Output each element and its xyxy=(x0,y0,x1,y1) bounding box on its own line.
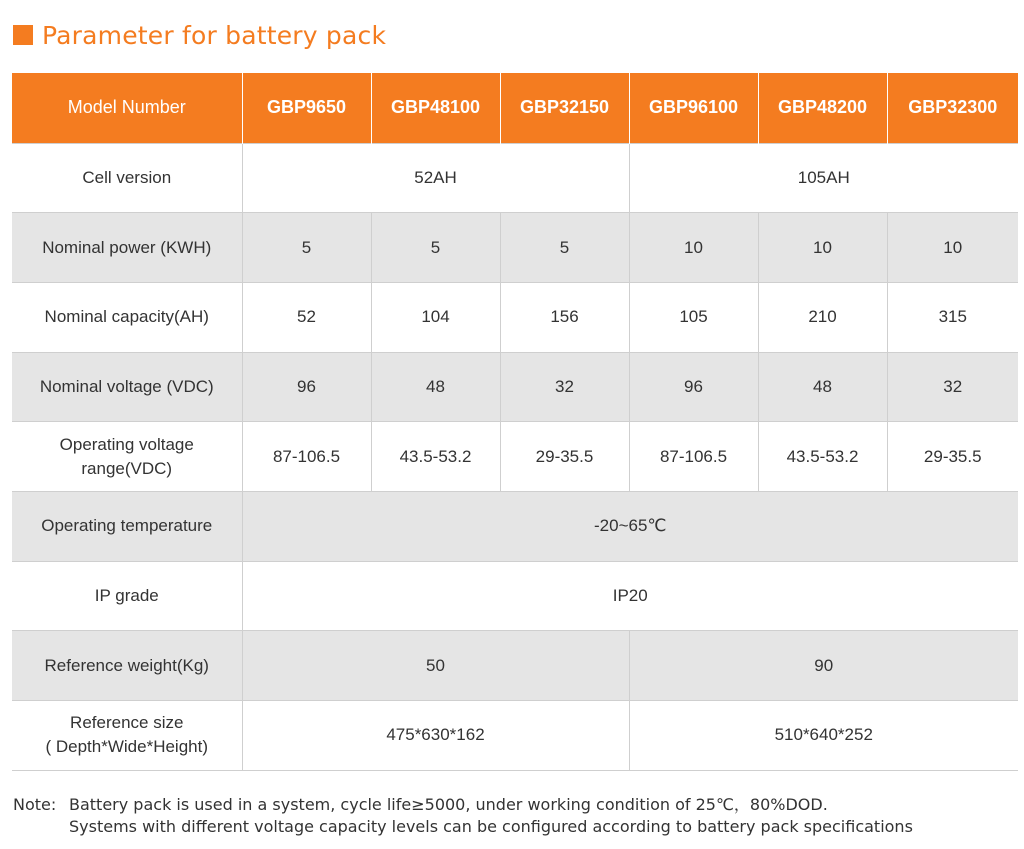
table-row-operating-voltage xyxy=(12,422,1018,492)
table-row-nominal-voltage xyxy=(12,352,1018,422)
header-model-number: Model Number xyxy=(12,73,242,143)
table-row-cell-version xyxy=(12,143,1018,213)
parameter-table xyxy=(12,73,1018,771)
cell-value: 87-106.5 xyxy=(629,422,758,492)
row-label-line1: Operating voltage xyxy=(59,434,194,454)
cell-value: 96 xyxy=(242,352,371,422)
header-model-5: GBP48200 xyxy=(758,73,887,143)
cell-value: 90 xyxy=(629,631,1018,701)
note-line-2 xyxy=(13,816,913,838)
row-label: Nominal capacity(AH) xyxy=(12,282,242,352)
cell-value: 43.5-53.2 xyxy=(371,422,500,492)
note-indent xyxy=(13,816,69,838)
cell-value: 87-106.5 xyxy=(242,422,371,492)
header-model-3: GBP32150 xyxy=(500,73,629,143)
cell-value: 5 xyxy=(371,213,500,283)
cell-value: 32 xyxy=(500,352,629,422)
header-model-1: GBP9650 xyxy=(242,73,371,143)
cell-value: 5 xyxy=(500,213,629,283)
header-model-2: GBP48100 xyxy=(371,73,500,143)
row-label: Cell version xyxy=(12,143,242,213)
row-label xyxy=(12,422,242,492)
row-label: Nominal power (KWH) xyxy=(12,213,242,283)
cell-value: 48 xyxy=(371,352,500,422)
note-label: Note: xyxy=(13,795,57,814)
row-label-line2: range(VDC) xyxy=(81,458,173,478)
cell-value: -20~65℃ xyxy=(242,491,1018,561)
title-square-icon xyxy=(13,25,33,45)
cell-value: 105 xyxy=(629,282,758,352)
cell-value: 32 xyxy=(887,352,1018,422)
header-model-4: GBP96100 xyxy=(629,73,758,143)
row-label: IP grade xyxy=(12,561,242,631)
row-label: Reference weight(Kg) xyxy=(12,631,242,701)
cell-value: 5 xyxy=(242,213,371,283)
cell-value: 96 xyxy=(629,352,758,422)
row-label xyxy=(12,701,242,771)
row-label: Operating temperature xyxy=(12,491,242,561)
section-title xyxy=(13,18,386,52)
cell-value: 29-35.5 xyxy=(887,422,1018,492)
cell-value: 43.5-53.2 xyxy=(758,422,887,492)
cell-value: 29-35.5 xyxy=(500,422,629,492)
table-row-operating-temperature xyxy=(12,491,1018,561)
row-label-line2: ( Depth*Wide*Height) xyxy=(45,737,208,757)
note-text-2: Systems with different voltage capacity levels can be configured according to battery pack specifications xyxy=(69,817,913,836)
note-line-1 xyxy=(13,794,913,816)
cell-value: IP20 xyxy=(242,561,1018,631)
table-row-reference-size xyxy=(12,701,1018,771)
cell-value: 10 xyxy=(887,213,1018,283)
cell-value: 10 xyxy=(629,213,758,283)
cell-value: 315 xyxy=(887,282,1018,352)
cell-value: 10 xyxy=(758,213,887,283)
table-header-row xyxy=(12,73,1018,143)
cell-value: 52AH xyxy=(242,143,629,213)
note-block xyxy=(13,794,913,838)
cell-value: 510*640*252 xyxy=(629,701,1018,771)
cell-value: 52 xyxy=(242,282,371,352)
cell-value: 105AH xyxy=(629,143,1018,213)
note-text-1: Battery pack is used in a system, cycle life≥5000, under working condition of 25℃，80%DOD. xyxy=(69,795,828,814)
cell-value: 104 xyxy=(371,282,500,352)
header-model-6: GBP32300 xyxy=(887,73,1018,143)
cell-value: 50 xyxy=(242,631,629,701)
page-title: Parameter for battery pack xyxy=(42,20,387,50)
table-row-reference-weight xyxy=(12,631,1018,701)
cell-value: 210 xyxy=(758,282,887,352)
table-row-nominal-power xyxy=(12,213,1018,283)
cell-value: 475*630*162 xyxy=(242,701,629,771)
cell-value: 48 xyxy=(758,352,887,422)
row-label-line1: Reference size xyxy=(70,713,184,733)
row-label: Nominal voltage (VDC) xyxy=(12,352,242,422)
cell-value: 156 xyxy=(500,282,629,352)
table-row-nominal-capacity xyxy=(12,282,1018,352)
table-row-ip-grade xyxy=(12,561,1018,631)
